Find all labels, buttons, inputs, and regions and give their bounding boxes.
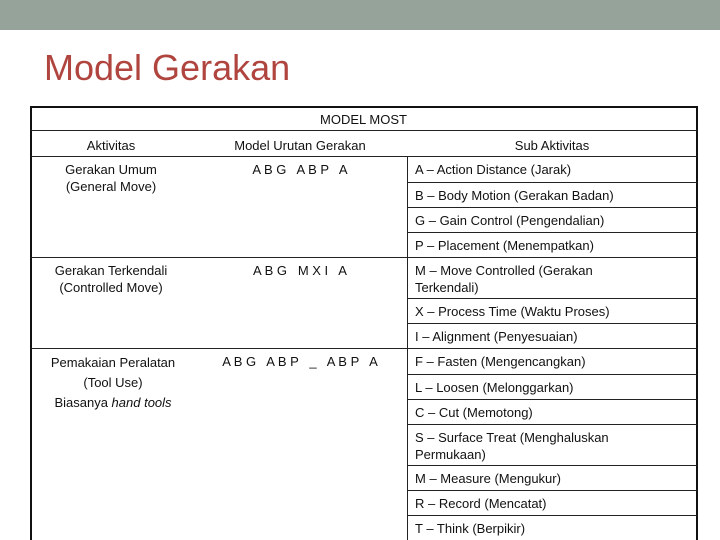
sub-divider xyxy=(408,515,697,516)
caption-divider xyxy=(31,130,697,131)
row3-activity-line3: Biasanya xyxy=(54,395,112,410)
page-title: Model Gerakan xyxy=(44,47,291,88)
top-banner xyxy=(0,0,720,30)
sub-divider xyxy=(408,374,697,375)
row1-activity-line1: Gerakan Umum xyxy=(65,162,157,177)
header-model-urutan: Model Urutan Gerakan xyxy=(234,138,366,153)
row1-sub-g: G – Gain Control (Pengendalian) xyxy=(415,213,605,228)
row-divider-2 xyxy=(31,348,697,349)
row3-sub-t: T – Think (Berpikir) xyxy=(415,521,526,536)
row2-activity-line2: (Controlled Move) xyxy=(59,280,163,295)
row1-sub-b: B – Body Motion (Gerakan Badan) xyxy=(415,188,614,203)
row3-sub-c: C – Cut (Memotong) xyxy=(415,405,533,420)
row1-model: A B G A B P A xyxy=(252,162,348,177)
table-top-border xyxy=(30,106,697,108)
header-divider xyxy=(31,156,697,157)
sub-divider xyxy=(408,399,697,400)
row3-activity-line2: (Tool Use) xyxy=(83,375,143,390)
header-aktivitas: Aktivitas xyxy=(86,138,136,153)
row1-activity xyxy=(32,161,190,195)
row2-model: A B G M X I A xyxy=(253,263,347,278)
sub-divider xyxy=(408,182,697,183)
row3-activity-italic: hand tools xyxy=(111,395,172,410)
sub-divider xyxy=(408,232,697,233)
table-caption: MODEL MOST xyxy=(320,112,407,127)
row3-sub-f: F – Fasten (Mengencangkan) xyxy=(415,354,586,369)
sub-divider xyxy=(408,207,697,208)
sub-divider xyxy=(408,323,697,324)
row2-sub-x: X – Process Time (Waktu Proses) xyxy=(415,304,610,319)
sub-divider xyxy=(408,424,697,425)
row-divider-1 xyxy=(31,257,697,258)
row3-sub-m: M – Measure (Mengukur) xyxy=(415,471,561,486)
sub-divider xyxy=(408,465,697,466)
row3-sub-s: S – Surface Treat (Menghaluskan Permukaan) xyxy=(415,430,609,462)
row2-activity-line1: Gerakan Terkendali xyxy=(54,263,168,278)
row2-sub-i: I – Alignment (Penyesuaian) xyxy=(415,329,578,344)
row1-sub-p: P – Placement (Menempatkan) xyxy=(415,238,594,253)
row1-sub-a: A – Action Distance (Jarak) xyxy=(415,162,572,177)
row2-activity xyxy=(32,262,190,296)
row3-sub-r: R – Record (Mencatat) xyxy=(415,496,547,511)
sub-divider xyxy=(408,298,697,299)
row3-activity-line1: Pemakaian Peralatan xyxy=(50,355,176,370)
header-sub-aktivitas: Sub Aktivitas xyxy=(514,138,590,153)
row3-activity xyxy=(32,353,194,413)
sub-divider xyxy=(408,490,697,491)
row2-sub-m: M – Move Controlled (Gerakan Terkendali) xyxy=(415,263,593,295)
row3-sub-l: L – Loosen (Melonggarkan) xyxy=(415,380,574,395)
row1-activity-line2: (General Move) xyxy=(65,179,157,194)
row3-model: A B G A B P _ A B P A xyxy=(222,354,378,369)
